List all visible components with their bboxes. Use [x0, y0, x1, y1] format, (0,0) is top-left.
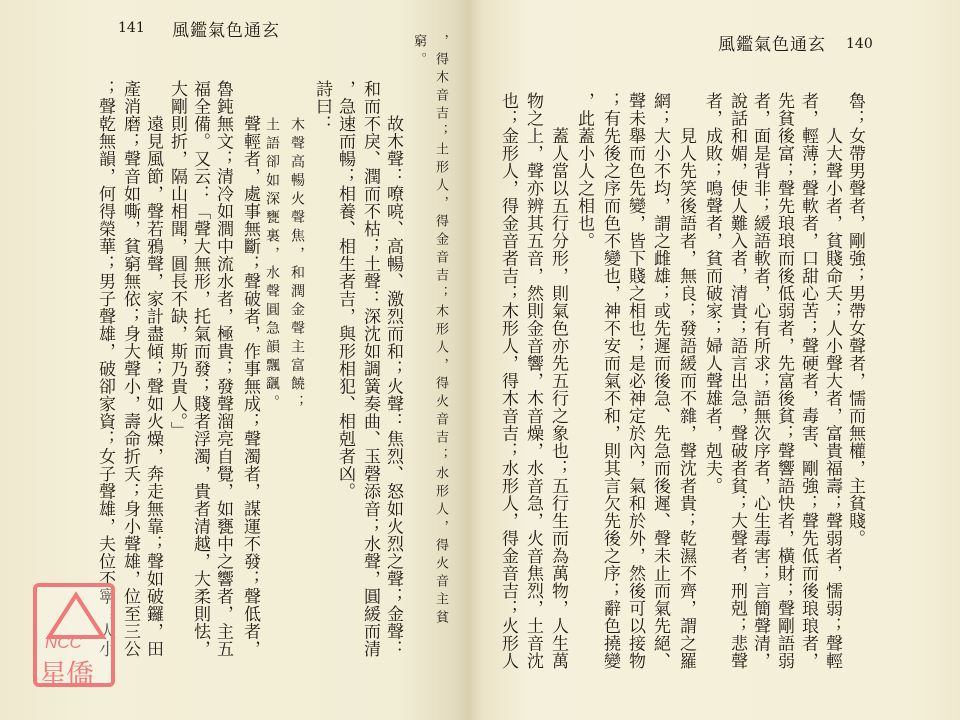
stamp-latin: NCC: [45, 633, 82, 652]
text-column: 和而不戾、潤而不枯；土聲：深沈如調簧奏曲、玉磬添音；水聲，圓緩而清: [360, 80, 380, 658]
text-column: 福全備。又云：「聲大無形，托氣而發；賤者浮濁，貴者清越，大柔則怯，: [190, 80, 210, 658]
text-column: 土語卻如深甕裏，水聲圓急韻飄颻。: [264, 80, 280, 413]
text-column: ；有先後之序而色不變也，神不安而氣不和，則其言欠先後之序；辭色撓變: [600, 92, 620, 670]
text-column: 故木聲：嘹喨、高暢、激烈而和；火聲：焦烈、怒如火烈之聲；金聲：: [383, 80, 403, 658]
text-column: 說話和媚，使人難入者，清貴；語言出急，聲破者貧；大聲者，刑剋；悲聲: [727, 92, 747, 670]
text-column: 窮。: [411, 34, 426, 70]
text-column: ，得木音吉；土形人，得金音吉；木形人，得火音吉；水形人，得火音主貧: [433, 34, 448, 628]
stamp-cjk: 星僑: [39, 658, 94, 691]
text-column: 先貧後富；聲先琅琅而後低弱者，先富後貧；聲響語快者，橫財；聲剛語弱: [774, 92, 794, 670]
text-column: 聲輕者，處事無斷；聲破者，作事無成；聲濁者，謀運不發；聲低者，: [240, 80, 260, 658]
text-column: 詩曰：: [312, 80, 332, 133]
publisher-stamp: [33, 583, 115, 691]
page-number: 140: [846, 36, 873, 52]
text-column: 者，面是背非；緩語軟者，心有所求；語無次序者，心生毒害；言簡聲清，: [750, 92, 770, 670]
text-column: 聲未舉而色先變，皆下賤之相也；是必神定於內，氣和於外，然後可以接物: [625, 92, 645, 670]
running-head: 風鑑氣色通玄: [172, 21, 280, 41]
text-column: 見人先笑後語者，無良；發語緩而不雜，聲沈者貴；乾濕不齊，謂之羅: [676, 92, 696, 670]
text-column: 魯鈍無文；清冷如澗中流水者，極貴；發聲溜亮自覺，如甕中之響者，主五: [213, 80, 233, 658]
text-column: 網；大小不均，謂之雌雄；或先遲而後急、先急而後遲、聲未止而氣先絕、: [650, 92, 670, 670]
text-column: 大剛則折，隔山相聞，圓長不缺，斯乃貴人。」: [167, 80, 187, 439]
text-column: 也；金形人，得金音者吉；木形人，得木音吉；水形人，得金音吉；火形人: [498, 92, 518, 670]
text-column: 人大聲小者，貧賤命夭；人小聲大者，富貴福壽；聲弱者，懦弱；聲輕: [822, 92, 842, 670]
text-column: 產消磨；聲音如嘶，貧窮無依；身大聲小，壽命折夭；身小聲雄，位至三公: [120, 80, 140, 658]
text-column: 蓋人當以五行分形，則氣色亦先五行之象也；五行生而為萬物，人生萬: [548, 92, 568, 670]
text-column: 者，輕薄；聲軟者，口甜心苦；聲硬者，毒害、剛強；聲先低而後琅琅者，: [798, 92, 818, 670]
text-column: ，此蓋小人之相也。: [574, 92, 594, 250]
text-column: ，急速而暢；相養、相生者吉，與形相犯、相剋者凶。: [335, 80, 355, 500]
text-column: ；聲乾無韻，何得榮華；男子聲雄，破卻家資；女子聲雄，夫位不寧；人小: [95, 80, 115, 658]
page-number: 141: [118, 20, 145, 36]
text-column: 魯；女帶男聲者，剛強；男帶女聲者，懦而無權，主貧賤。: [845, 92, 865, 547]
text-column: 者，成敗；鳴聲者，貧而破家；婦人聲雄者，剋夫。: [702, 92, 722, 495]
right-page: [468, 0, 960, 720]
text-column: 物之上，聲亦辨其五音，然則金音響，木音燥，水音急，火音焦烈，土音沈: [523, 92, 543, 670]
text-column: 遠見風節，聲若鴉聲，家計盡傾；聲如火燥，奔走無靠；聲如破鑼，田: [143, 80, 163, 658]
running-head: 風鑑氣色通玄: [718, 35, 826, 55]
text-column: 木聲高暢火聲焦，和潤金聲主富饒；: [289, 80, 305, 413]
